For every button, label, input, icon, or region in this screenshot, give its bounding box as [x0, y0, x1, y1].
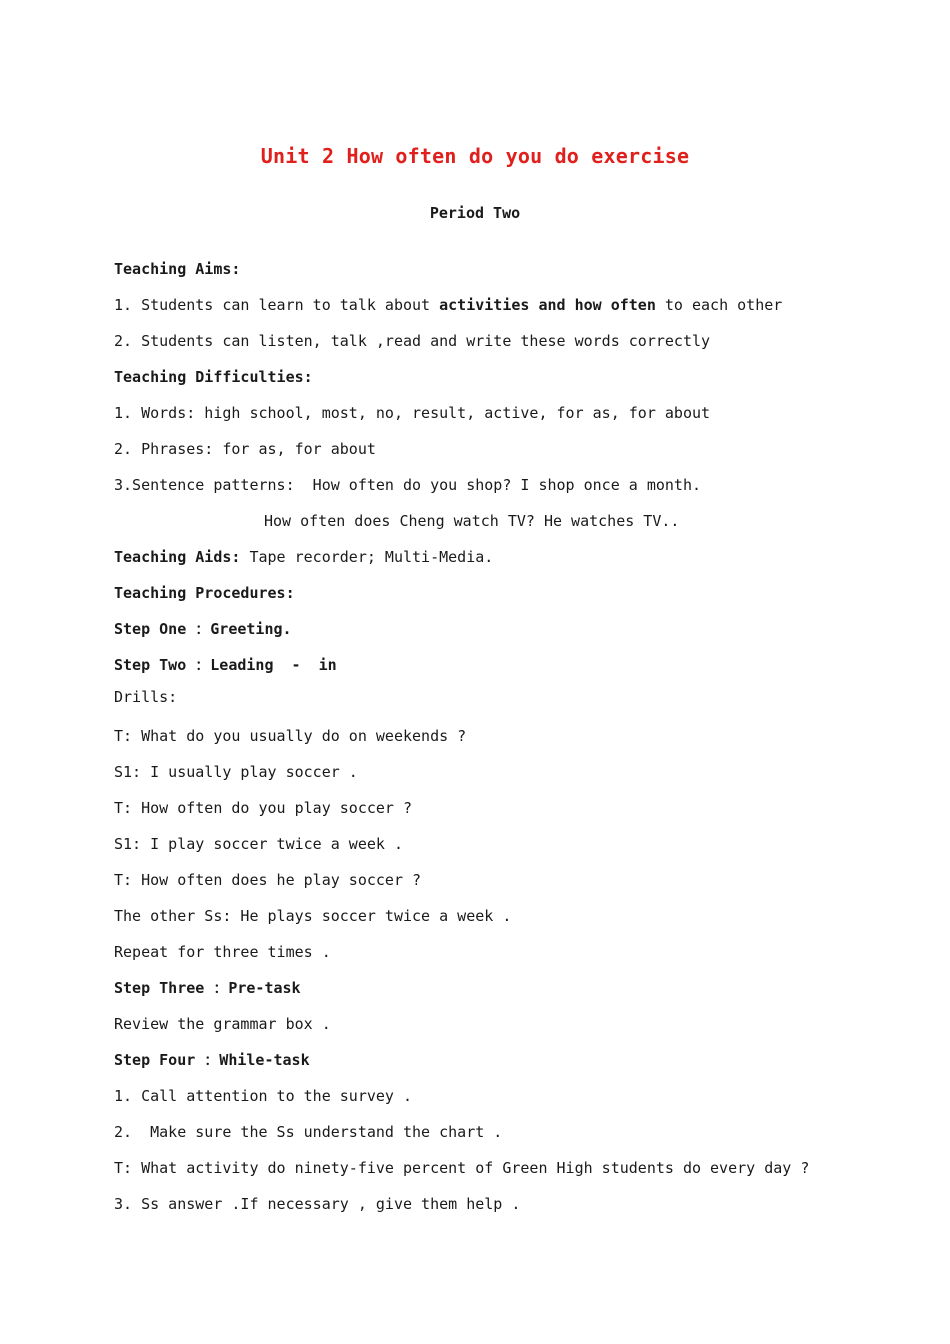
aims-item-1 [114, 295, 782, 315]
dialogue-line: T: How often do you play soccer ? [114, 799, 413, 817]
difficulties-item-3: 3.Sentence patterns: How often do you shop? I shop once a month. [114, 476, 701, 494]
aids-label: Teaching Aids: [114, 548, 241, 566]
step-one-heading: Step One ：Greeting. [114, 620, 292, 638]
step-three-text: Review the grammar box . [114, 1015, 331, 1033]
dialogue-line: S1: I usually play soccer . [114, 763, 358, 781]
step-four-item: 1. Call attention to the survey . [114, 1087, 413, 1105]
dialogue-line: T: How often does he play soccer ? [114, 871, 422, 889]
difficulties-heading: Teaching Difficulties: [114, 368, 313, 386]
dialogue-line: S1: I play soccer twice a week . [114, 835, 403, 853]
aims-item-2: 2. Students can listen, talk ,read and write these words correctly [114, 332, 711, 350]
document-subtitle: Period Two [429, 204, 521, 222]
aids-text: Tape recorder; Multi-Media. [240, 548, 494, 566]
dialogue-line: The other Ss: He plays soccer twice a week . [114, 907, 512, 925]
aims-item-1-post: to each other [655, 296, 783, 314]
drills-label: Drills: [114, 688, 178, 706]
difficulties-item-3b: How often does Cheng watch TV? He watches TV.. [264, 512, 680, 530]
aims-item-1-bold: activities and how often [439, 296, 656, 314]
aims-item-1-pre: 1. Students can learn to talk about [114, 296, 440, 314]
dialogue-line: T: What do you usually do on weekends ? [114, 727, 467, 745]
difficulties-item-2: 2. Phrases: for as, for about [114, 440, 376, 458]
step-four-item: T: What activity do ninety-five percent of Green High students do every day ? [114, 1159, 810, 1177]
aids-line [114, 547, 493, 567]
step-four-heading: Step Four ：While-task [114, 1051, 310, 1069]
document-title: Unit 2 How often do you do exercise [260, 144, 690, 168]
aims-heading: Teaching Aims: [114, 260, 241, 278]
step-four-item: 3. Ss answer .If necessary , give them help . [114, 1195, 521, 1213]
difficulties-item-1: 1. Words: high school, most, no, result, active, for as, for about [114, 404, 711, 422]
procedures-heading: Teaching Procedures: [114, 584, 295, 602]
step-four-item: 2. Make sure the Ss understand the chart . [114, 1123, 503, 1141]
dialogue-line: Repeat for three times . [114, 943, 331, 961]
step-two-heading: Step Two ：Leading - in [114, 656, 337, 674]
step-three-heading: Step Three ：Pre-task [114, 979, 301, 997]
